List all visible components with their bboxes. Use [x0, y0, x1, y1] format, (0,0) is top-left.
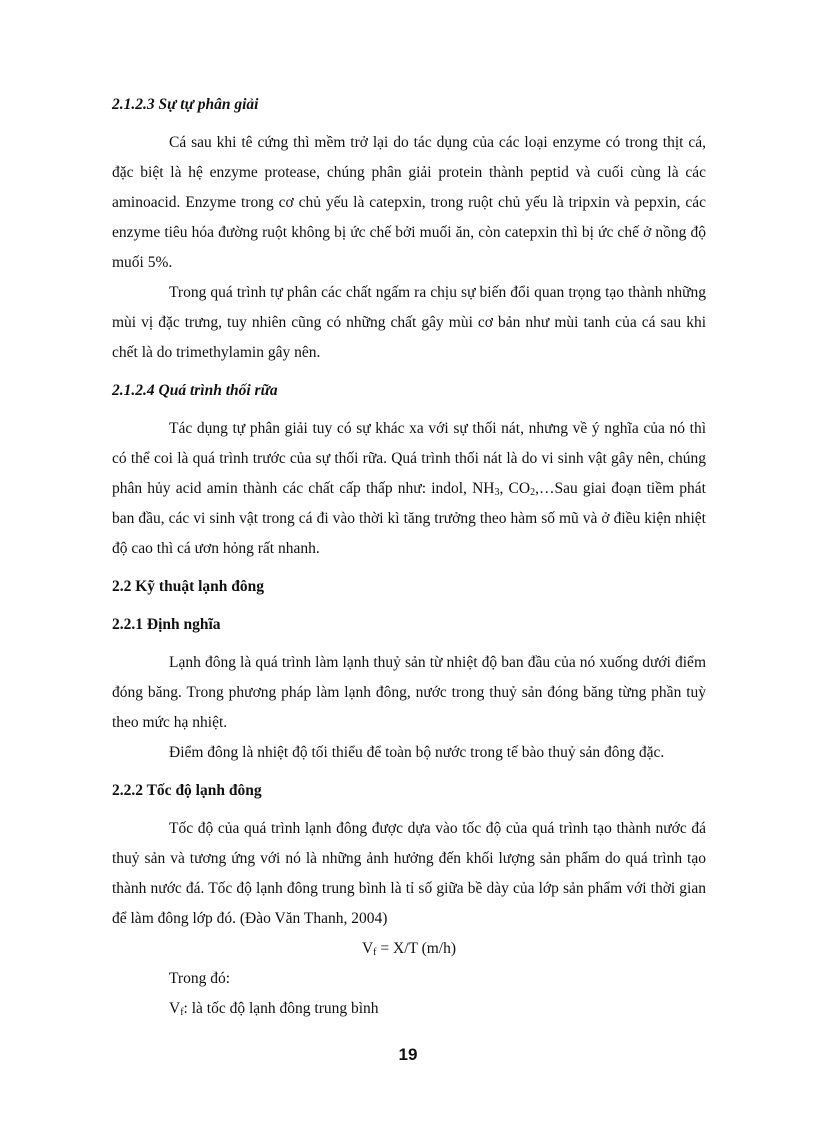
heading-2-2-2: 2.2.2 Tốc độ lạnh đông [112, 782, 262, 799]
heading-2-2: 2.2 Kỹ thuật lạnh đông [112, 578, 265, 595]
page-number: 19 [398, 1045, 418, 1064]
paragraph: Cá sau khi tê cứng thì mềm trở lại do tác dụng của các loại enzyme có trong thịt cá, đặc biệt là hệ enzyme protease, chúng phân giải protein thành peptid và cuối cùng là các aminoacid. Enzyme trong cơ chủ yếu là catepxin, trong ruột chủ yếu là tripxin và pepxin, các enzyme tiêu hóa đường ruột không bị ức chế bởi muối ăn, còn catepxin thì bị ức chế ở nồng độ muối 5%. [112, 134, 706, 271]
heading-2-1-2-3: 2.1.2.3 Sự tự phân giải [112, 96, 259, 113]
paragraph: Lạnh đông là quá trình làm lạnh thuỷ sản từ nhiệt độ ban đầu của nó xuống dưới điểm đóng băng. Trong phương pháp làm lạnh đông, nước trong thuỷ sản đóng băng từng phần tuỳ theo mức hạ nhiệt. [112, 654, 706, 731]
page-content [112, 90, 706, 1024]
paragraph: Tác dụng tự phân giải tuy có sự khác xa với sự thối nát, nhưng về ý nghĩa của nó thì có thể coi là quá trình trước của sự thối rữa. Quá trình thối nát là do vi sinh vật gây nên, chúng phân hủy acid amin thành các chất cấp thấp như: indol, $NH_3$, $CO_2,\dots Sau$ giai đoạn tiềm phát ban đầu, các vi sinh vật trong cá đi vào thời kì tăng trưởng theo hàm số mũ và ở điều kiện nhiệt độ cao thì cá ươn hỏng rất nhanh. [112, 420, 706, 557]
paragraph: Điểm đông là nhiệt độ tối thiểu để toàn bộ nước trong tế bào thuỷ sản đông đặc. [169, 744, 665, 761]
formula: $V_f = X/T$ (m/h) [361, 940, 457, 958]
heading-2-2-1: 2.2.1 Định nghĩa [112, 616, 221, 633]
where-label: Trong đó: [169, 970, 231, 987]
definition-line: $V_f$: là tốc độ lạnh đông trung bình [169, 1000, 379, 1018]
paragraph: Tốc độ của quá trình lạnh đông được dựa vào tốc độ của quá trình tạo thành nước đá thuỷ sản và tương ứng với nó là những ảnh hưởng đến khối lượng sản phẩm do quá trình tạo thành nước đá. Tốc độ lạnh đông trung bình là tỉ số giữa bề dày của lớp sản phẩm với thời gian để làm đông lớp đó. (Đào Văn Thanh, 2004) [112, 820, 706, 927]
heading-2-1-2-4: 2.1.2.4 Quá trình thối rữa [112, 382, 278, 399]
paragraph: Trong quá trình tự phân các chất ngấm ra chịu sự biến đổi quan trọng tạo thành những mùi vị đặc trưng, tuy nhiên cũng có những chất gây mùi cơ bản như mùi tanh của cá sau khi chết là do trimethylamin gây nên. [112, 284, 706, 361]
